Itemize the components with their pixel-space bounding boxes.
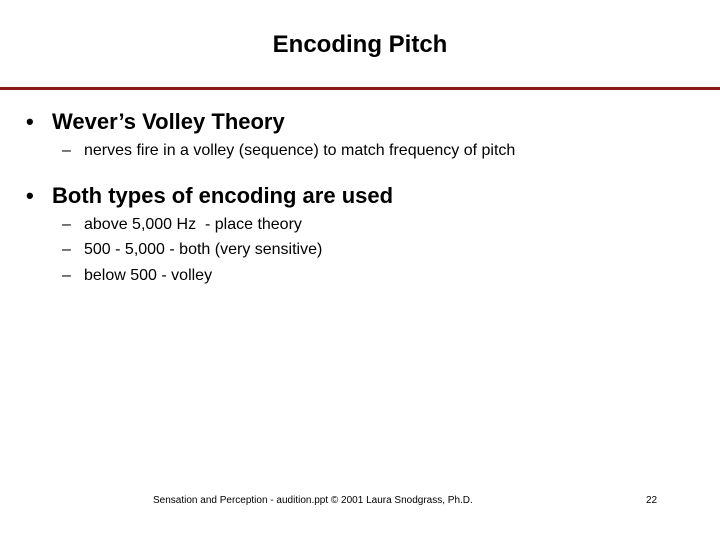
sub-bullet-marker: – — [62, 216, 71, 233]
sub-bullet-item — [62, 141, 515, 161]
sub-bullet-text: nerves fire in a volley (sequence) to match frequency of pitch — [84, 142, 516, 159]
sub-bullet-text: above 5,000 Hz - place theory — [84, 216, 302, 233]
slide-footer: Sensation and Perception - audition.ppt © 2001 Laura Snodgrass, Ph.D. — [153, 495, 473, 506]
sub-bullet-text: below 500 - volley — [84, 267, 213, 284]
sub-bullet-marker: – — [62, 142, 71, 159]
sub-bullet-item — [62, 266, 212, 286]
sub-bullet-item — [62, 215, 302, 235]
bullet-item — [26, 109, 285, 135]
sub-bullet-text: 500 - 5,000 - both (very sensitive) — [84, 241, 323, 258]
slide-title: Encoding Pitch — [272, 31, 448, 58]
bullet-text: Both types of encoding are used — [52, 183, 394, 208]
bullet-marker: • — [26, 183, 34, 208]
bullet-item — [26, 183, 393, 209]
sub-bullet-item — [62, 240, 322, 260]
sub-bullet-marker: – — [62, 241, 71, 258]
sub-bullet-marker: – — [62, 267, 71, 284]
bullet-text: Wever’s Volley Theory — [52, 109, 285, 134]
bullet-marker: • — [26, 109, 34, 134]
title-divider — [0, 87, 720, 90]
page-number: 22 — [646, 495, 658, 506]
